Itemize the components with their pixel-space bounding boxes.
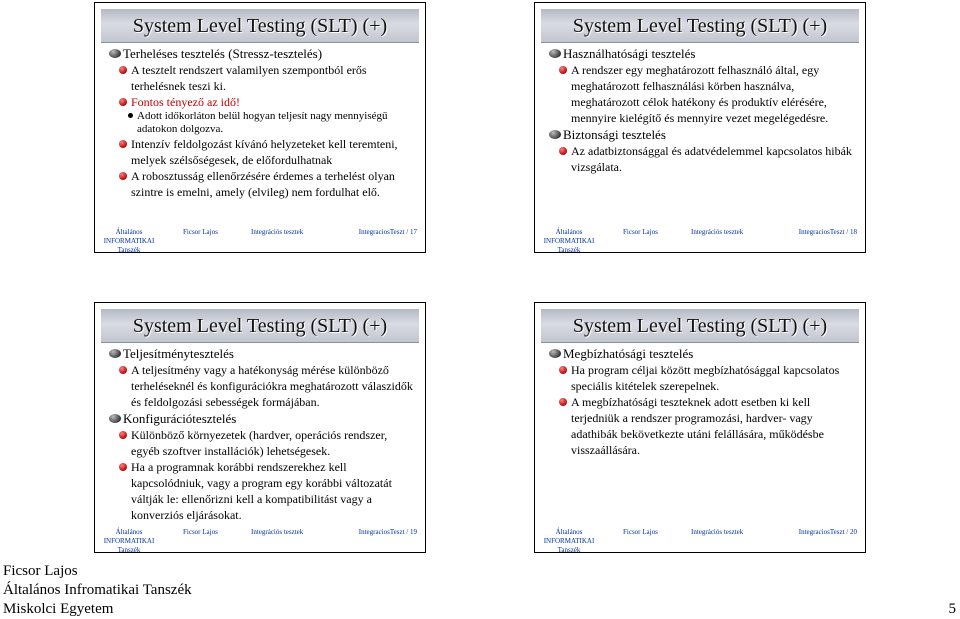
footer-page: IntegraciosTeszt / 17 <box>358 228 417 236</box>
bullet-icon <box>549 49 561 58</box>
slide-body <box>107 345 417 523</box>
bullet-item <box>107 459 417 523</box>
bullet-text: Ha program céljai között megbízhatósággal kapcsolatos speciális kitételek szerepelnek. <box>571 363 840 393</box>
bullet-text: Terheléses tesztelés (Stressz-tesztelés) <box>123 46 323 61</box>
slide-title: System Level Testing (SLT) (+) <box>541 9 859 43</box>
bullet-icon <box>549 130 561 139</box>
slide-footer <box>101 226 419 253</box>
slide-body <box>107 45 417 200</box>
slide-18 <box>534 2 866 253</box>
bullet-item <box>547 394 857 458</box>
bullet-item <box>107 346 417 362</box>
footer-author: Ficsor Lajos <box>183 228 218 236</box>
bullet-item <box>107 168 417 200</box>
footer-author: Ficsor Lajos <box>623 528 658 536</box>
slide-footer <box>541 226 859 253</box>
footer-page: IntegraciosTeszt / 18 <box>798 228 857 236</box>
footer-course: Integrációs tesztek <box>691 228 744 236</box>
bullet-text: A teljesítmény vagy a hatékonyság mérése különböző terheléseknél és konfigurációkra meghatározott válaszidők és feldolgozási sebességek formájában. <box>131 363 413 409</box>
footer-page: IntegraciosTeszt / 19 <box>358 528 417 536</box>
bullet-icon <box>559 147 567 155</box>
slide-title: System Level Testing (SLT) (+) <box>541 309 859 343</box>
caption-author: Ficsor Lajos <box>3 563 78 579</box>
bullet-item <box>107 411 417 427</box>
bullet-text: A megbízhatósági teszteknek adott esetben ki kell terjedniük a rendszer programozási, hardver- vagy adathibák bekövetkezte utáni felállására, működésbe visszaállására. <box>571 395 824 457</box>
bullet-icon <box>109 349 121 358</box>
bullet-text: Teljesítménytesztelés <box>123 346 234 361</box>
bullet-item <box>547 362 857 394</box>
bullet-text: A tesztelt rendszert valamilyen szempontból erős terhelésnek teszi ki. <box>131 63 367 93</box>
bullet-icon <box>109 49 121 58</box>
bullet-text: Konfigurációtesztelés <box>123 411 237 426</box>
slide-footer <box>101 526 419 553</box>
bullet-text: Az adatbiztonsággal és adatvédelemmel kapcsolatos hibák vizsgálata. <box>571 144 852 174</box>
bullet-item <box>107 62 417 94</box>
bullet-text: A rendszer egy meghatározott felhasználó által, egy meghatározott felhasználási körben használva, meghatározott célok hatékony és produktív elérésére, mennyire kielégítő és mennyire vezet megelégedésre. <box>571 63 829 125</box>
slide-footer <box>541 526 859 553</box>
bullet-icon <box>549 349 561 358</box>
bullet-text: Megbízhatósági tesztelés <box>563 346 694 361</box>
bullet-icon <box>559 398 567 406</box>
page-number: 5 <box>948 601 956 617</box>
slide-body <box>547 45 857 175</box>
department-logo: Általános INFORMATIKAI Tanszék <box>103 228 155 253</box>
department-logo: Általános INFORMATIKAI Tanszék <box>543 228 595 253</box>
bullet-item <box>547 46 857 62</box>
bullet-icon <box>559 66 567 74</box>
bullet-item <box>107 94 417 110</box>
footer-course: Integrációs tesztek <box>251 228 304 236</box>
bullet-icon <box>119 366 127 374</box>
bullet-icon <box>119 66 127 74</box>
department-logo: Általános INFORMATIKAI Tanszék <box>103 528 155 553</box>
bullet-item <box>547 127 857 143</box>
department-logo: Általános INFORMATIKAI Tanszék <box>543 528 595 553</box>
bullet-icon <box>128 113 133 118</box>
slide-title: System Level Testing (SLT) (+) <box>101 9 419 43</box>
bullet-item <box>107 46 417 62</box>
bullet-item <box>547 346 857 362</box>
bullet-item <box>107 362 417 410</box>
bullet-icon <box>119 431 127 439</box>
bullet-text: Intenzív feldolgozást kívánó helyzeteket kell teremteni, melyek szélsőségesek, de előfordulhatnak <box>131 137 398 167</box>
caption-university: Miskolci Egyetem <box>3 601 114 617</box>
footer-course: Integrációs tesztek <box>691 528 744 536</box>
bullet-icon <box>119 463 127 471</box>
bullet-text: Adott időkorláton belül hogyan teljesít nagy mennyiségű adatokon dolgozva. <box>137 110 388 135</box>
bullet-icon <box>559 366 567 374</box>
bullet-item <box>107 110 417 136</box>
slide-17 <box>94 2 426 253</box>
bullet-text: A robosztusság ellenőrzésére érdemes a terhelést olyan szintre is emelni, amely (elvileg) nem fordulhat elő. <box>131 169 395 199</box>
bullet-icon <box>119 172 127 180</box>
bullet-item <box>107 427 417 459</box>
footer-author: Ficsor Lajos <box>183 528 218 536</box>
bullet-item <box>547 62 857 126</box>
slide-body <box>547 345 857 458</box>
footer-course: Integrációs tesztek <box>251 528 304 536</box>
slide-20 <box>534 302 866 553</box>
bullet-text: Ha a programnak korábbi rendszerekhez kell kapcsolódniuk, vagy a program egy korábbi változatát váltják le: ellenőrizni kell a kompatibilitást vagy a konverziós eljárásokat. <box>131 460 392 522</box>
bullet-item <box>107 136 417 168</box>
slide-19 <box>94 302 426 553</box>
slide-title: System Level Testing (SLT) (+) <box>101 309 419 343</box>
bullet-icon <box>119 98 127 106</box>
bullet-text: Használhatósági tesztelés <box>563 46 696 61</box>
footer-page: IntegraciosTeszt / 20 <box>798 528 857 536</box>
footer-author: Ficsor Lajos <box>623 228 658 236</box>
bullet-icon <box>109 414 121 423</box>
bullet-icon <box>119 140 127 148</box>
bullet-text: Különböző környezetek (hardver, operációs rendszer, egyéb szoftver installációk) lehetségesek. <box>131 428 388 458</box>
bullet-item <box>547 143 857 175</box>
bullet-text: Fontos tényező az idő! <box>131 95 240 109</box>
bullet-text: Biztonsági tesztelés <box>563 127 666 142</box>
caption-department: Általános Infromatikai Tanszék <box>3 582 192 598</box>
